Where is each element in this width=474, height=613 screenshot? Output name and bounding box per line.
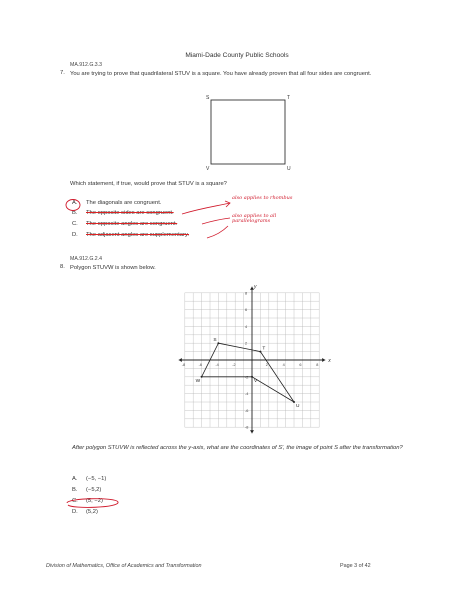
answer-circle-a [66,200,80,211]
option-letter: A. [72,200,78,206]
annotation-arrow-1 [182,203,230,214]
y-axis-label: y [254,283,257,290]
vertex-label-u: U [287,166,291,172]
q8-prompt: After polygon STUVW is reflected across the y-axis, what are the coordinates of S′, the image of point S after the transformation? [72,445,403,451]
vertex-point [259,351,261,353]
q8-text: Polygon STUVW is shown below. [70,265,156,271]
x-tick-label: 6 [299,363,302,367]
footer-division: Division of Mathematics, Office of Academics and Transformation [46,563,202,569]
vertex-label-s: S [206,95,210,101]
q7-standard-code: MA.912.G.3.3 [70,62,103,68]
q8-coordinate-graph [168,274,336,438]
page-header: Miami-Dade County Public Schools [185,52,289,59]
q7-text: You are trying to prove that quadrilateral STUV is a square. You have already proven that all four sides are congruent. [70,71,372,77]
x-tick-label: 4 [282,363,285,367]
vertex-point [251,376,253,378]
q8-standard-code: MA.912.G.2.4 [70,256,103,262]
option-letter: D. [72,232,78,238]
option-text: The opposite sides are congruent. [86,210,174,216]
q8-number: 8. [60,264,65,270]
option-text: (5,2) [86,509,98,515]
q7-square-figure [200,92,300,172]
vertex-point [217,342,219,344]
option-text: The opposite angles are congruent. [86,221,178,227]
option-text: The adjacent angles are supplementary. [86,232,190,238]
x-tick-label: 8 [316,363,319,367]
q8-option-b[interactable] [72,487,101,493]
annotation-arrow-3 [207,226,228,238]
vertex-point [293,401,295,403]
option-letter: B. [72,210,78,216]
option-letter: C. [72,498,78,504]
y-tick-label: 6 [245,308,248,313]
annotation-arrow-2 [202,218,230,224]
x-tick-label: -2 [232,363,236,367]
x-tick-label: -4 [215,363,219,367]
option-letter: A. [72,476,78,482]
x-axis-arrow-left [179,358,182,362]
option-text: (−5,2) [86,487,102,493]
option-text: (−5, −1) [86,476,107,482]
q7-annotation-rhombus: also applies to rhombus [232,195,293,201]
footer-page-number: Page 3 of 42 [340,563,371,569]
q7-prompt: Which statement, if true, would prove that STUV is a square? [70,181,227,187]
x-tick-label: 2 [265,363,268,367]
option-letter: C. [72,221,78,227]
vertex-label: S [213,338,217,344]
x-axis-label: x [328,358,331,364]
y-tick-label: -8 [245,425,249,430]
q8-answer-circle [64,496,124,510]
option-text: The diagonals are congruent. [86,200,162,206]
vertex-label: V [254,378,258,384]
x-axis-arrow-right [322,358,325,362]
vertex-label: W [195,378,201,384]
option-text: (5, −2) [86,498,103,504]
y-axis-arrow-down [250,430,254,433]
y-tick-label: -6 [245,408,249,413]
option-letter: D. [72,509,78,515]
y-tick-label: 2 [245,341,248,346]
vertex-label-t: T [287,95,291,101]
y-tick-label: -2 [245,375,249,380]
vertex-point [201,376,203,378]
vertex-label: U [296,404,300,409]
vertex-label: T [262,346,266,352]
y-tick-label: 8 [245,291,248,296]
vertex-label-v: V [206,166,210,172]
answer-circle-c [67,499,118,508]
q7-annotation-parallelograms: also applies to all parallelograms [232,213,277,224]
y-tick-label: -4 [245,392,249,397]
q7-number: 7. [60,70,65,76]
x-tick-label: -8 [181,363,186,367]
option-letter: B. [72,487,78,493]
y-tick-label: 4 [245,324,248,329]
x-tick-label: -6 [198,363,202,367]
square-stuv [211,100,285,164]
q8-option-a[interactable] [72,476,106,482]
